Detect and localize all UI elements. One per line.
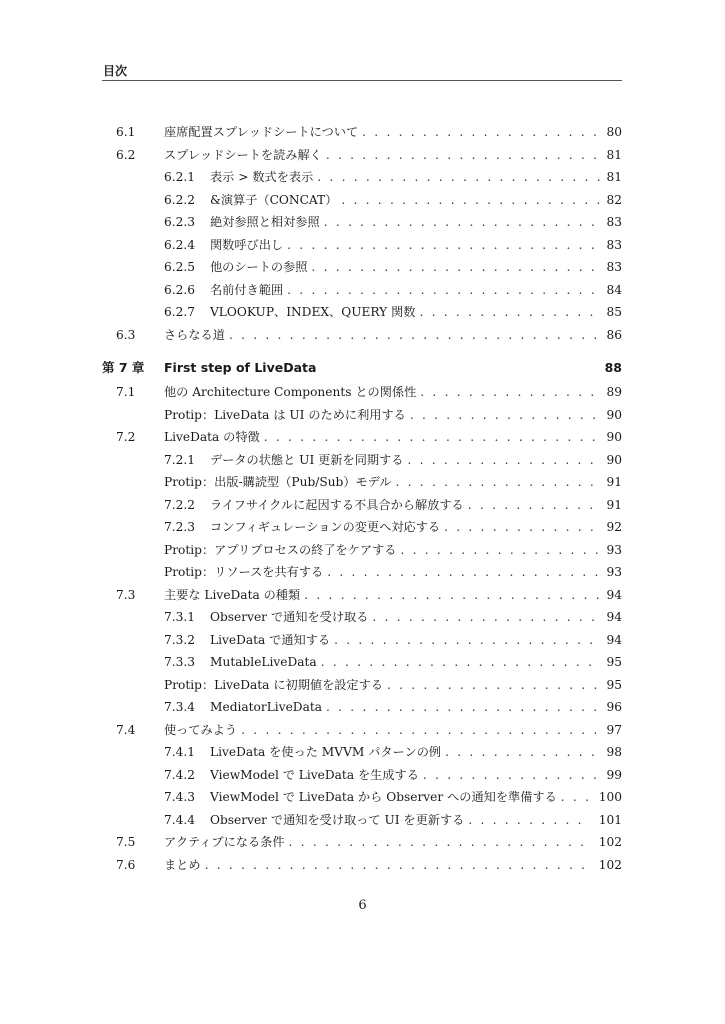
table-of-contents: [102, 121, 622, 876]
toc-entry[interactable]: [102, 324, 622, 347]
toc-entry-protip[interactable]: [102, 561, 622, 584]
entry-title: Protip：アプリプロセスの終了をケアする: [164, 539, 400, 562]
entry-number: 7.2.3: [164, 520, 196, 534]
entry-number: 7.3.2: [164, 632, 196, 647]
entry-page: 81: [606, 170, 622, 184]
leader-dots: [445, 741, 600, 764]
toc-entry[interactable]: [102, 606, 622, 629]
entry-page: 97: [606, 722, 622, 737]
entry-title: 主要な LiveData の種類: [164, 584, 304, 607]
entry-title: まとめ: [164, 854, 205, 877]
toc-entry-protip[interactable]: [102, 471, 622, 494]
toc-entry[interactable]: [102, 719, 622, 742]
entry-page: 83: [606, 260, 622, 274]
entry-page: 90: [606, 430, 622, 444]
running-head: [102, 62, 622, 81]
toc-entry[interactable]: [102, 809, 622, 832]
leader-dots: [410, 404, 600, 427]
entry-page: 101: [598, 812, 622, 827]
entry-title: ViewModel で LiveData から Observer への通知を準備する: [210, 786, 561, 809]
entry-title: 座席配置スプレッドシートについて: [164, 121, 362, 144]
leader-dots: [327, 561, 600, 584]
leader-dots: [264, 426, 600, 449]
leader-dots: [324, 211, 600, 234]
entry-page: 81: [606, 147, 622, 162]
leader-dots: [287, 279, 600, 302]
entry-number: 7.4: [116, 722, 136, 737]
toc-entry[interactable]: [102, 629, 622, 652]
leader-dots: [321, 651, 600, 674]
entry-title: ライフサイクルに起因する不具合から解放する: [210, 494, 468, 517]
toc-entry[interactable]: [102, 764, 622, 787]
entry-page: 94: [606, 610, 622, 624]
toc-entry[interactable]: [102, 516, 622, 539]
entry-page: 86: [606, 327, 622, 342]
toc-entry[interactable]: [102, 426, 622, 449]
leader-dots: [372, 606, 600, 629]
entry-number: 7.1: [116, 385, 136, 399]
entry-number: 7.4.1: [164, 745, 196, 759]
leader-dots: [468, 809, 590, 832]
entry-page: 94: [606, 632, 622, 647]
entry-page: 99: [606, 767, 622, 782]
entry-number: 6.2.2: [164, 192, 196, 207]
toc-entry[interactable]: [102, 831, 622, 854]
toc-entry-protip[interactable]: [102, 674, 622, 697]
entry-number: 7.6: [116, 857, 136, 872]
leader-dots: [334, 629, 600, 652]
entry-number: 6.2.6: [164, 282, 196, 297]
entry-number: 6.1: [116, 125, 136, 139]
toc-entry[interactable]: [102, 381, 622, 404]
entry-number: 7.2.1: [164, 452, 196, 467]
leader-dots: [419, 301, 600, 324]
entry-title: MediatorLiveData: [210, 696, 326, 719]
entry-page: 100: [598, 790, 622, 804]
entry-number: 6.2: [116, 147, 136, 162]
entry-title: 他のシートの参照: [210, 256, 312, 279]
entry-number: 6.3: [116, 327, 136, 342]
entry-page: 91: [606, 497, 622, 512]
entry-title: スプレッドシートを読み解く: [164, 144, 326, 167]
toc-entry[interactable]: [102, 211, 622, 234]
toc-entry[interactable]: [102, 234, 622, 257]
leader-dots: [407, 449, 600, 472]
leader-dots: [468, 494, 600, 517]
leader-dots: [317, 166, 600, 189]
entry-number: 7.3: [116, 587, 136, 602]
toc-section-chapter-6: [102, 121, 622, 346]
leader-dots: [396, 471, 601, 494]
entry-page: 93: [606, 542, 622, 557]
toc-entry[interactable]: [102, 854, 622, 877]
entry-title: Protip：LiveData に初期値を設定する: [164, 674, 387, 697]
entry-title: 他の Architecture Components との関係性: [164, 381, 420, 404]
entry-title: 関数呼び出し: [210, 234, 287, 257]
entry-page: 96: [606, 700, 622, 714]
entry-title: アクティブになる条件: [164, 831, 289, 854]
leader-dots: [229, 324, 600, 347]
leader-dots: [312, 256, 601, 279]
entry-title: &演算子（CONCAT）: [210, 189, 341, 212]
entry-title: 使ってみよう: [164, 719, 241, 742]
leader-dots: [241, 719, 600, 742]
toc-entry[interactable]: [102, 651, 622, 674]
entry-number: 7.2.2: [164, 497, 196, 512]
toc-entry[interactable]: [102, 166, 622, 189]
entry-page: 93: [606, 565, 622, 579]
entry-title: LiveData の特徴: [164, 426, 264, 449]
leader-dots: [205, 854, 590, 877]
toc-entry[interactable]: [102, 144, 622, 167]
toc-entry[interactable]: [102, 494, 622, 517]
toc-entry[interactable]: [102, 256, 622, 279]
toc-entry[interactable]: [102, 301, 622, 324]
entry-page: 92: [606, 520, 622, 534]
entry-page: 89: [606, 385, 622, 399]
leader-dots: [420, 381, 600, 404]
entry-title: VLOOKUP、INDEX、QUERY 関数: [210, 301, 419, 324]
entry-title: データの状態と UI 更新を同期する: [210, 449, 407, 472]
toc-section-chapter-7: [102, 381, 622, 876]
entry-title: Protip：リソースを共有する: [164, 561, 327, 584]
entry-number: 7.3.1: [164, 610, 196, 624]
entry-page: 90: [606, 452, 622, 467]
entry-number: 7.4.4: [164, 812, 196, 827]
entry-page: 83: [606, 237, 622, 252]
chapter-heading[interactable]: [102, 355, 622, 381]
entry-number: 7.5: [116, 835, 136, 849]
entry-page: 80: [606, 125, 622, 139]
entry-page: 102: [598, 857, 622, 872]
toc-entry[interactable]: [102, 786, 622, 809]
page-number: 6: [358, 898, 367, 913]
entry-page: 98: [606, 745, 622, 759]
entry-title: 名前付き範囲: [210, 279, 287, 302]
running-head-title: 目次: [103, 64, 128, 78]
entry-title: 表示 > 数式を表示: [210, 166, 317, 189]
entry-page: 102: [598, 835, 622, 849]
leader-dots: [561, 786, 590, 809]
leader-dots: [444, 516, 600, 539]
toc-entry[interactable]: [102, 696, 622, 719]
entry-page: 83: [606, 215, 622, 229]
toc-entry[interactable]: [102, 279, 622, 302]
entry-page: 84: [606, 282, 622, 297]
toc-entry[interactable]: [102, 584, 622, 607]
entry-title: 絶対参照と相対参照: [210, 211, 324, 234]
entry-number: 7.4.3: [164, 790, 196, 804]
leader-dots: [326, 696, 600, 719]
entry-number: 6.2.3: [164, 215, 196, 229]
entry-page: 95: [606, 677, 622, 692]
entry-page: 94: [606, 587, 622, 602]
toc-entry[interactable]: [102, 741, 622, 764]
leader-dots: [387, 674, 600, 697]
entry-title: さらなる道: [164, 324, 229, 347]
leader-dots: [341, 189, 600, 212]
entry-title: ViewModel で LiveData を生成する: [210, 764, 423, 787]
toc-entry[interactable]: [102, 121, 622, 144]
chapter-title: First step of LiveData: [164, 360, 317, 375]
leader-dots: [423, 764, 600, 787]
entry-number: 6.2.1: [164, 170, 196, 184]
entry-title: LiveData を使った MVVM パターンの例: [210, 741, 445, 764]
entry-title: MutableLiveData: [210, 651, 321, 674]
entry-page: 95: [606, 655, 622, 669]
entry-number: 6.2.5: [164, 260, 196, 274]
entry-title: Observer で通知を受け取って UI を更新する: [210, 809, 468, 832]
entry-number: 7.2: [116, 430, 136, 444]
entry-page: 91: [606, 475, 622, 489]
leader-dots: [289, 831, 590, 854]
toc-entry[interactable]: [102, 189, 622, 212]
toc-entry-protip[interactable]: [102, 539, 622, 562]
entry-number: 7.3.4: [164, 700, 196, 714]
entry-page: 82: [606, 192, 622, 207]
leader-dots: [400, 539, 600, 562]
entry-title: Protip：出版-購読型（Pub/Sub）モデル: [164, 471, 396, 494]
entry-number: 7.4.2: [164, 767, 196, 782]
entry-page: 85: [606, 305, 622, 319]
toc-entry-protip[interactable]: [102, 404, 622, 427]
entry-title: コンフィギュレーションの変更へ対応する: [210, 516, 444, 539]
chapter-number: 第 7 章: [102, 360, 145, 375]
leader-dots: [326, 144, 600, 167]
entry-number: 6.2.7: [164, 305, 196, 319]
chapter-page: 88: [604, 360, 622, 375]
leader-dots: [362, 121, 600, 144]
toc-entry[interactable]: [102, 449, 622, 472]
entry-number: 6.2.4: [164, 237, 196, 252]
entry-title: LiveData で通知する: [210, 629, 334, 652]
leader-dots: [304, 584, 600, 607]
entry-page: 90: [606, 407, 622, 422]
entry-number: 7.3.3: [164, 655, 196, 669]
entry-title: Protip：LiveData は UI のために利用する: [164, 404, 410, 427]
entry-title: Observer で通知を受け取る: [210, 606, 372, 629]
leader-dots: [287, 234, 600, 257]
